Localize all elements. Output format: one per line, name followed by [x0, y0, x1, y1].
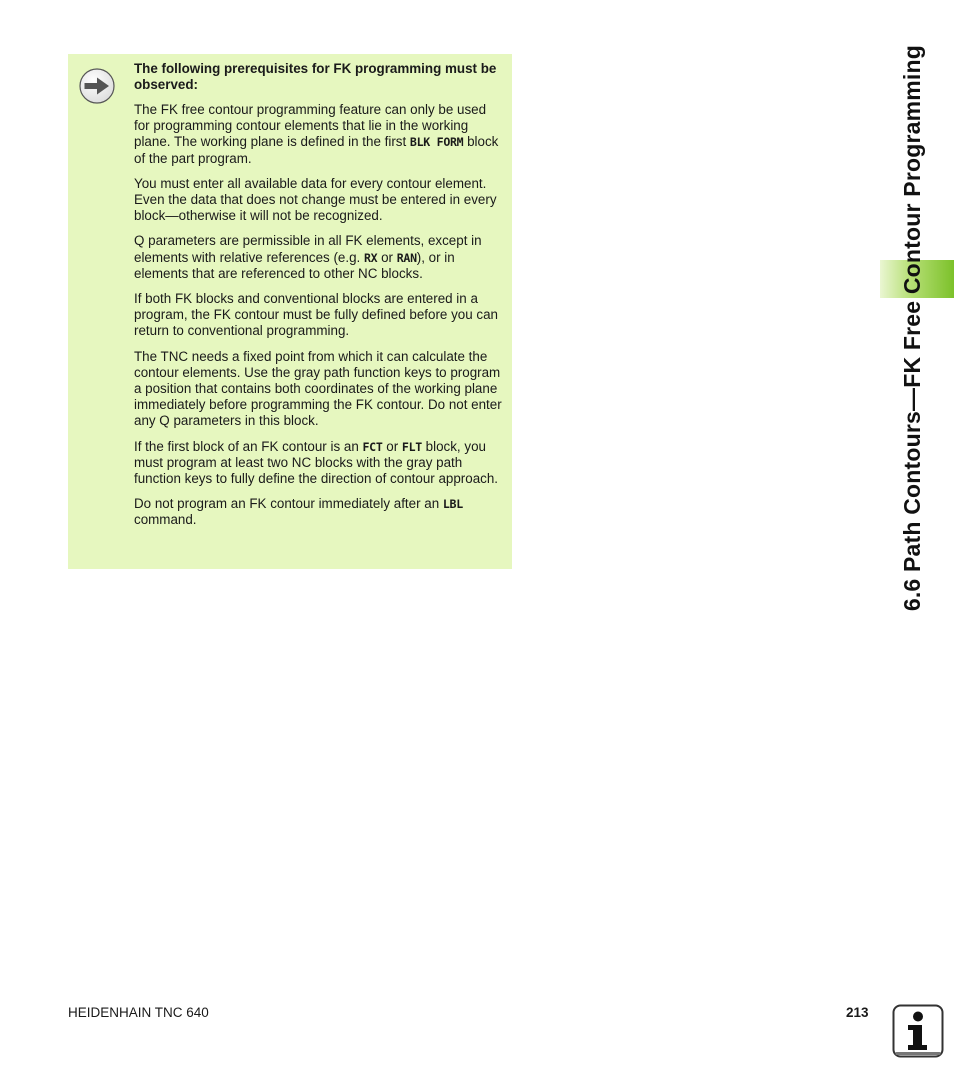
note-paragraph [134, 233, 502, 282]
side-title-wrap [892, 45, 932, 667]
code-keyword: BLK FORM [409, 135, 464, 150]
paragraph-text: command. [134, 512, 197, 528]
footer-manual-name: HEIDENHAIN TNC 640 [68, 1005, 209, 1020]
paragraph-text: block of the part program. [134, 134, 499, 166]
note-paragraph [134, 439, 502, 488]
paragraph-text: or [377, 249, 397, 265]
code-keyword: RX [363, 250, 378, 265]
note-paragraph [134, 496, 502, 528]
note-heading: The following prerequisites for FK programming must be observed: [134, 61, 497, 93]
arrow-right-icon [79, 68, 115, 104]
code-keyword: FLT [401, 439, 422, 454]
note-paragraphs [134, 102, 502, 529]
code-keyword: RAN [396, 250, 417, 265]
note-paragraph [134, 176, 502, 225]
paragraph-text: If both FK blocks and conventional blocks are entered in a program, the FK contour must be fully defined before you can return to conventional programming. [134, 290, 498, 339]
code-keyword: FCT [362, 439, 383, 454]
paragraph-text: block, you must program at least two NC blocks with the gray path function keys to fully define the direction of contour approach. [134, 438, 498, 486]
paragraph-text: The FK free contour programming feature can only be used for programming contour elements that lie in the working plane. The working plane is defined in the first [134, 101, 487, 150]
page-number: 213 [846, 1005, 869, 1020]
code-keyword: LBL [442, 497, 463, 512]
info-icon [892, 1004, 944, 1058]
note-paragraph [134, 102, 502, 167]
paragraph-text: or [382, 438, 402, 454]
note-paragraph [134, 349, 502, 430]
paragraph-text: ), or in elements that are referenced to other NC blocks. [134, 249, 455, 281]
note-content [134, 61, 502, 538]
paragraph-text: You must enter all available data for every contour element. Even the data that does not change must be entered in every block—otherwise it will not be recognized. [134, 175, 497, 224]
paragraph-text: Q parameters are permissible in all FK elements, except in elements with relative references (e.g. [134, 233, 482, 265]
chapter-side-title: 6.6 Path Contours—FK Free Contour Programming [899, 45, 925, 612]
paragraph-text: The TNC needs a fixed point from which it can calculate the contour elements. Use the gray path function keys to program a position that contains both coordinates of the working plane immediately before programming the FK contour. Do not enter any Q parameters in this block. [134, 348, 502, 429]
paragraph-text: If the first block of an FK contour is an [134, 438, 363, 454]
note-paragraph [134, 291, 502, 340]
paragraph-text: Do not program an FK contour immediately after an [134, 496, 443, 512]
